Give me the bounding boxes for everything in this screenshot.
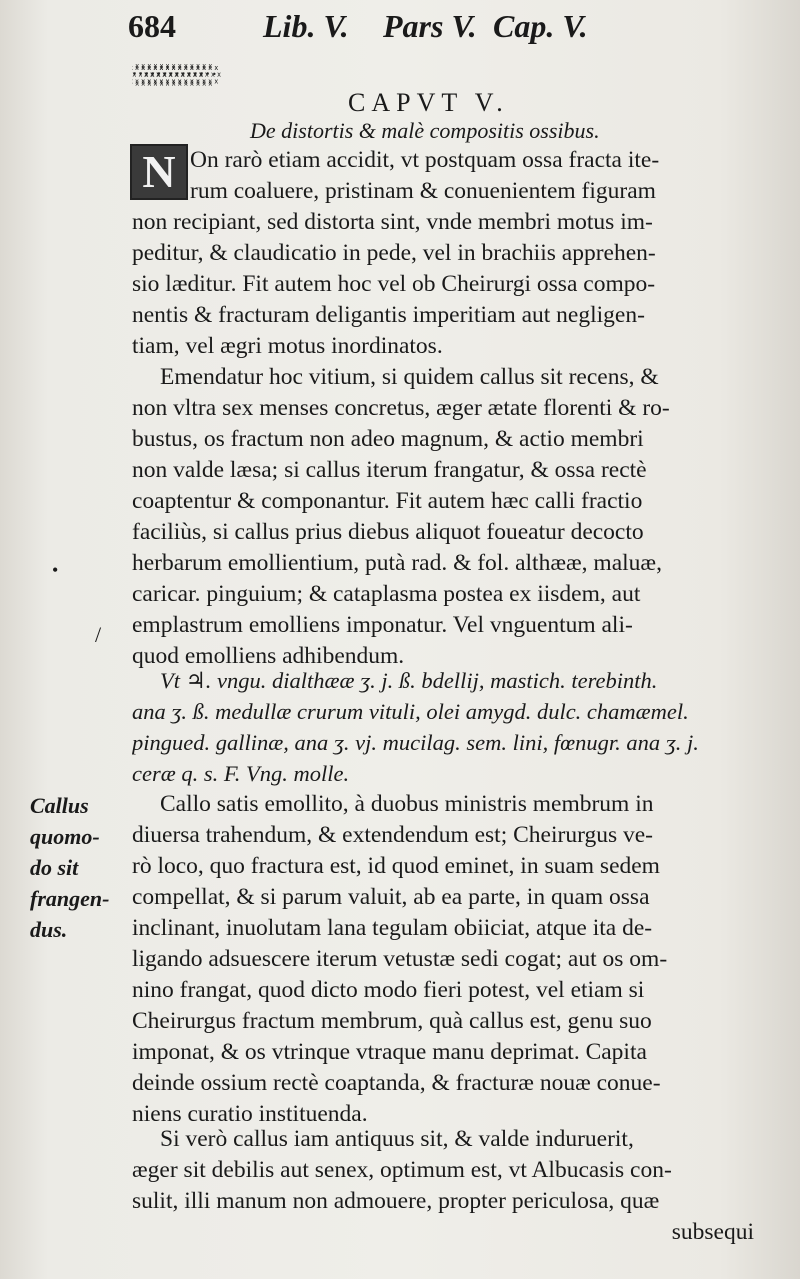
text-line: Callo satis emollito, à duobus ministris membrum in	[160, 791, 654, 817]
catchword: subsequi	[671, 1219, 754, 1245]
margin-line: quomo-	[30, 824, 100, 849]
text-line: ligando adsuescere iterum vetustæ sedi cogat; aut os om-	[132, 946, 668, 972]
text-line: coaptentur & componantur. Fit autem hæc calli fractio	[132, 488, 643, 514]
text-line: imponat, & os vtrinque vtraque manu deprimat. Capita	[132, 1039, 647, 1065]
text-line: non valde læsa; si callus iterum frangatur, & ossa rectè	[132, 457, 647, 483]
margin-line: frangen-	[30, 886, 110, 911]
text-line: tiam, vel ægri motus inordinatos.	[132, 333, 443, 359]
text-line: herbarum emollientium, putà rad. & fol. althææ, maluæ,	[132, 550, 662, 576]
text-line: Vt ♃. vngu. dialthææ ʒ. j. ß. bdellij, mastich. terebinth.	[160, 668, 658, 693]
chapter-heading: CAPVT V.	[348, 88, 509, 117]
paragraph-1	[132, 145, 764, 207]
text-line: compellat, & si parum valuit, ab ea parte, in quam ossa	[132, 884, 650, 910]
text-line: ana ʒ. ß. medullæ crurum vituli, olei amygd. dulc. chamæmel.	[132, 699, 689, 724]
text-line: æger sit debilis aut senex, optimum est, vt Albucasis con-	[132, 1157, 672, 1183]
page-number: 684	[128, 8, 176, 44]
text-line: non recipiant, sed distorta sint, vnde membri motus im-	[132, 209, 653, 235]
text-line: niens curatio instituenda.	[132, 1101, 368, 1127]
text-line: pingued. gallinæ, ana ʒ. vj. mucilag. sem. lini, fœnugr. ana ʒ. j.	[132, 730, 699, 755]
paragraph-3	[132, 789, 764, 1130]
paragraph-4	[132, 1124, 764, 1248]
text-line: Cheirurgus fractum membrum, quà callus est, genu suo	[132, 1008, 652, 1034]
marginal-note	[30, 790, 125, 945]
text-line: inclinant, inuolutam lana tegulam obiiciat, atque ita de-	[132, 915, 653, 941]
text-line: faciliùs, si callus prius diebus aliquot foueatur decocto	[132, 519, 644, 545]
paragraph-2	[132, 362, 764, 672]
margin-line: dus.	[30, 917, 68, 942]
drop-cap: N	[130, 144, 188, 200]
text-line: On rarò etiam accidit, vt postquam ossa fracta ite-	[190, 147, 660, 173]
margin-line: Callus	[30, 793, 89, 818]
chapter-label: Cap. V.	[493, 8, 588, 44]
text-line: deinde ossium rectè coaptanda, & fracturæ nouæ conue-	[132, 1070, 661, 1096]
text-line: rum coaluere, pristinam & conuenientem figuram	[190, 178, 656, 204]
ink-speck: •	[52, 560, 59, 580]
text-line: Emendatur hoc vitium, si quidem callus sit recens, &	[160, 364, 659, 390]
ornament-band: ·꙰꙰·꙰꙰·꙰꙰·꙰꙰·꙰꙰·꙰꙰·꙰꙰·꙰꙰·꙰꙰·꙰꙰·꙰꙰·꙰꙰·꙰꙰·	[132, 64, 219, 85]
text-line: sulit, illi manum non admouere, propter periculosa, quæ	[132, 1188, 660, 1214]
text-line: emplastrum emolliens imponatur. Vel vnguentum ali-	[132, 612, 633, 638]
running-header	[128, 8, 768, 52]
text-line: caricar. pinguium; & cataplasma postea ex iisdem, aut	[132, 581, 641, 607]
book-label: Lib. V.	[263, 8, 349, 44]
text-line: quod emolliens adhibendum.	[132, 643, 405, 669]
text-line: bustus, os fractum non adeo magnum, & actio membri	[132, 426, 644, 452]
text-line: non vltra sex menses concretus, æger ætate florenti & ro-	[132, 395, 670, 421]
recipe-block	[132, 665, 764, 789]
margin-line: do sit	[30, 855, 79, 880]
ink-mark: /	[95, 622, 102, 647]
text-line: nino frangat, quod dicto modo fieri potest, vel etiam si	[132, 977, 645, 1003]
text-line: rò loco, quo fractura est, id quod eminet, in suam sedem	[132, 853, 660, 879]
chapter-subtitle: De distortis & malè compositis ossibus.	[250, 118, 600, 143]
part-label: Pars V.	[383, 8, 477, 44]
text-line: Si verò callus iam antiquus sit, & valde induruerit,	[160, 1126, 634, 1152]
text-line: peditur, & claudicatio in pede, vel in brachiis apprehen-	[132, 240, 656, 266]
text-line: sio læditur. Fit autem hoc vel ob Cheirurgi ossa compo-	[132, 271, 656, 297]
text-line: diuersa trahendum, & extendendum est; Cheirurgus ve-	[132, 822, 654, 848]
paragraph-1-cont	[132, 207, 764, 362]
text-line: nentis & fracturam deligantis imperitiam aut negligen-	[132, 302, 645, 328]
text-line: ceræ q. s. F. Vng. molle.	[132, 761, 350, 786]
